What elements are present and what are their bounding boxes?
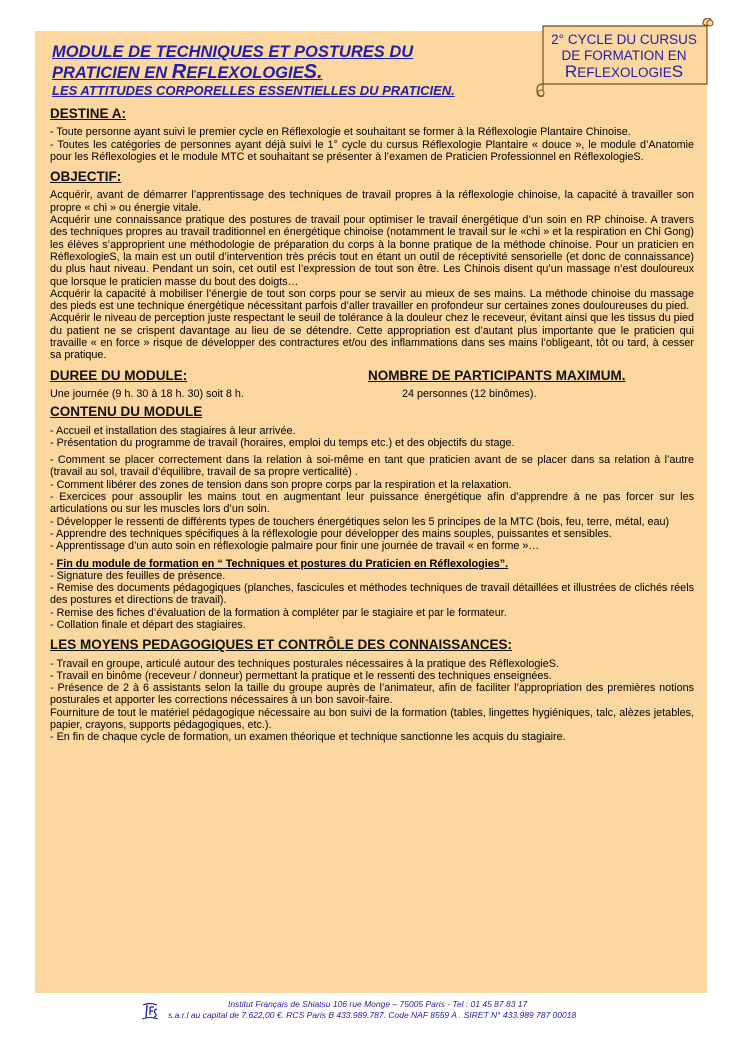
section-contenu <box>50 406 694 631</box>
section-moyens <box>50 639 694 743</box>
list-item: - Apprendre des techniques spécifiques à la réflexologie pour développer des mains souples, puissantes et sensibles. <box>50 527 612 540</box>
list-item: - Développer le ressenti de différents types de touchers énergétiques selon les 5 principes de la MTC (bois, feu, terre, métal, eau) <box>50 515 670 528</box>
section-destine <box>50 108 694 163</box>
title-line-1: MODULE DE TECHNIQUES ET POSTURES DU <box>52 43 414 61</box>
cycle-badge-text <box>543 32 705 81</box>
title-line-2 <box>52 62 532 83</box>
badge-line-3 <box>543 64 705 81</box>
section-heading-duree: DUREE DU MODULE: <box>50 367 188 383</box>
list-item: - Accueil et installation des stagiaires à leur arrivée. <box>50 424 296 437</box>
subtitle: LES ATTITUDES CORPORELLES ESSENTIELLES DU PRATICIEN. <box>52 83 455 98</box>
document-body <box>50 108 694 752</box>
section-heading-contenu: CONTENU DU MODULE <box>50 404 203 420</box>
title-word: EFLEXOLOGIE <box>186 64 304 82</box>
fin-heading: Fin du module de formation en “ Techniques et postures du Praticien en Réflexologies”. <box>56 557 509 570</box>
paragraph: Acquérir une connaissance pratique des postures de travail pour optimiser le travail énergétique d’un soin en RP chinoise. A travers des techniques propres au travail traditionnel en énergétique chinoise (notamment le travail sur le «chi » et la respiration en Chi Gong) les élèves s’approprient une méthodologie de préparation du corps à la bonne pratique de la méthode chinoise. Pour un praticien en RéflexologieS, la main est un outil d’intervention très précis tout en étant un outil de réceptivité sensorielle (et donc de connaissance) du plus haut niveau. Pendant un soin, cet outil est l’expression de tout son être. Les Chinois disent qu’un massage n’est douloureux que lorsque le praticien masse du bout des doigts… <box>50 214 694 288</box>
badge-line-1: 2° CYCLE DU CURSUS <box>551 32 697 47</box>
list-item: Fourniture de tout le matériel pédagogique nécessaire au bon suivi de la formation (tables, lingettes hygiéniques, talc, alèzes jetables, papier, crayons, supports pédagogiques, etc.). <box>50 706 694 732</box>
participants-value: 24 personnes (12 binômes). <box>402 387 537 400</box>
badge-word: EFLEXOLOGIE <box>577 65 672 80</box>
title-line-2-prefix: PRATICIEN EN <box>52 64 172 82</box>
list-item: - Remise des fiches d’évaluation de la formation à compléter par le stagiaire et par le formateur. <box>50 606 507 619</box>
section-objectif <box>50 171 694 361</box>
section-heading-objectif: OBJECTIF: <box>50 169 122 185</box>
list-item: - Remise des documents pédagogiques (planches, fascicules et méthodes techniques de travail détaillées et illustrées de clichés réels des postures et directions de travail). <box>50 582 694 607</box>
section-heading-participants: NOMBRE DE PARTICIPANTS MAXIMUM. <box>368 367 626 383</box>
list-item: - Signature des feuilles de présence. <box>50 569 226 582</box>
title-initial: R <box>171 61 187 83</box>
section-duree <box>50 367 368 401</box>
paragraph: Acquérir, avant de démarrer l’apprentissage des techniques de travail propres à la réflexologie chinoise, la capacité à travailler son propre « chi » ou énergie vitale. <box>50 189 694 214</box>
paragraph: Acquérir la capacité à mobiliser l’énergie de tout son corps pour se servir au mieux de ses mains. La méthode chinoise du massage des pieds est une technique énergétique nécessitant parfois d’aller travailler en profondeur sur certaines zones douloureuses du pied. <box>50 287 694 313</box>
list-item: - Exercices pour assouplir les mains tout en augmentant leur puissance énergétique afin d’apprendre à ne pas forcer sur les articulations ou sur les muscles lors d’un soin. <box>50 491 694 516</box>
badge-line-2: DE FORMATION EN <box>561 48 687 63</box>
paragraph: - Toute personne ayant suivi le premier cycle en Réflexologie et souhaitant se former à la Réflexologie Plantaire Chinoise. <box>50 126 631 139</box>
paragraph: - Toutes les catégories de personnes ayant déjà suivi le 1° cycle du cursus Réflexologie Plantaire « douce », le module d’Anatomie pour les Réflexologies et le module MTC et souhaitant se présenter à l’examen de Praticien Professionnel en RéflexologieS. <box>50 138 694 163</box>
section-participants <box>368 367 694 401</box>
footer-address: Institut Français de Shiatsu 106 rue Monge – 75005 Paris - Tel : 01 45 87 83 17 <box>228 999 528 1009</box>
badge-initial: R <box>564 62 578 81</box>
list-item: - Apprentissage d’un auto soin en réflexologie palmaire pour finir une journée de travail « en forme »… <box>50 540 540 553</box>
duration-participants-row <box>50 367 694 401</box>
paragraph: Acquérir le niveau de perception juste respectant le seuil de tolérance à la douleur chez le receveur, évitant ainsi que les tissus du pied du patient ne se crispent davantage au lieu de se détendre. Cette appropriation est d’autant plus importante que le praticien qui travaille « en force » risque de développer des contractures et/ou des inflammations dans ses mains l’obligeant, tôt ou tard, à cesser sa pratique. <box>50 312 695 362</box>
fin-prefix: - <box>50 557 57 570</box>
footer-legal: s.a.r.l au capital de 7.622,00 €. RCS Paris B 433.989.787. Code NAF 8559 A . SIRET N° 433.989 787 00018 <box>168 1010 577 1020</box>
list-item: - Présentation du programme de travail (horaires, emploi du temps etc.) et des objectifs du stage. <box>50 436 515 449</box>
section-heading-moyens: LES MOYENS PEDAGOGIQUES ET CONTRÔLE DES CONNAISSANCES: <box>50 637 513 653</box>
list-item: - Présence de 2 à 6 assistants selon la taille du groupe auprès de l’animateur, afin de faciliter l’appropriation des premières notions posturales et apporter les corrections nécessaires à un bon savoir-faire. <box>50 682 694 707</box>
footer <box>140 999 700 1023</box>
list-item: - Comment se placer correctement dans la relation à soi-même en tant que praticien avant de se placer dans sa relation à l’autre (travail au sol, travail d’équilibre, travail de sa propre verticalité) . <box>50 454 694 479</box>
page-title <box>52 42 532 99</box>
duration-value: Une journée (9 h. 30 à 18 h. 30) soit 8 h. <box>50 387 244 400</box>
list-item: - Collation finale et départ des stagiaires. <box>50 618 246 631</box>
badge-suffix: S <box>671 62 684 81</box>
title-suffix: S. <box>303 61 323 83</box>
list-item: - En fin de chaque cycle de formation, un examen théorique et technique sanctionne les acquis du stagiaire. <box>50 731 566 744</box>
list-item: - Travail en binôme (receveur / donneur) permettant la pratique et le ressenti des techniques enseignées. <box>50 669 552 682</box>
list-item: - Comment libérer des zones de tension dans son propre corps par la respiration et la relaxation. <box>50 478 512 491</box>
section-heading-destine: DESTINE A: <box>50 106 127 121</box>
institute-logo <box>140 1001 160 1021</box>
list-item: - Travail en groupe, articulé autour des techniques posturales nécessaires à la pratique des RéflexologieS. <box>50 657 559 670</box>
cycle-badge-scroll <box>535 18 715 100</box>
list-item-fin <box>50 558 694 570</box>
